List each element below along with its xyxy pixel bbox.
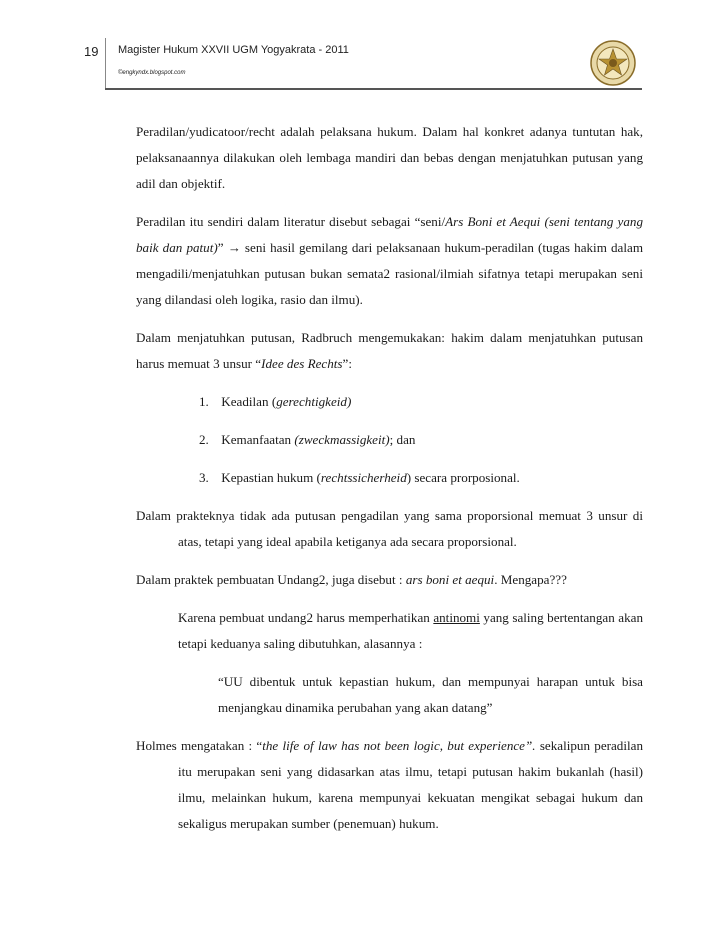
header-divider <box>105 88 642 90</box>
ugm-seal-icon <box>590 40 636 86</box>
paragraph-radbruch: Dalam menjatuhkan putusan, Radbruch mengemukakan: hakim dalam menjatuhkan putusan harus memuat 3 unsur “Idee des Rechts”: <box>136 330 643 371</box>
paragraph-praktek: Dalam prakteknya tidak ada putusan pengadilan yang sama proporsional memuat 3 unsur di atas, tetapi yang ideal apabila ketiganya ada secara proporsional. <box>136 508 643 549</box>
list-item: 1. Keadilan (gerechtigkeid) <box>199 394 352 409</box>
paragraph-holmes: Holmes mengatakan : “the life of law has not been logic, but experience”. sekalipun peradilan itu merupakan seni yang didasarkan atas ilmu, tetapi putusan hakim bukanlah (hasil) ilmu, melainkan hukum, karena mempunyai kekuatan mengikat sebagai hukum dan sekaligus merupakan sumber (penemuan) hukum. <box>136 738 643 831</box>
list-item: 3. Kepastian hukum (rechtssicherheid) secara prorposional. <box>199 470 520 485</box>
header-title: Magister Hukum XXVII UGM Yogyakrata - 2011 <box>118 44 349 56</box>
document-body <box>136 119 643 849</box>
header-subtitle: ©engkyndx.blogspot.com <box>118 70 186 76</box>
quote-uu: “UU dibentuk untuk kepastian hukum, dan mempunyai harapan untuk bisa menjangkau dinamika perubahan yang akan datang” <box>218 674 643 715</box>
paragraph-peradilan: Peradilan/yudicatoor/recht adalah pelaksana hukum. Dalam hal konkret adanya tuntutan hak, pelaksanaannya dilakukan oleh lembaga mandiri dan bebas dengan menjatuhkan putusan yang adil dan objektif. <box>136 124 643 191</box>
page-header <box>0 0 728 95</box>
paragraph-ars-boni: Peradilan itu sendiri dalam literatur disebut sebagai “seni/Ars Boni et Aequi (seni tentang yang baik dan patut)” → seni hasil gemilang dari pelaksanaan hukum-peradilan (tugas hakim dalam mengadili/menjatuhkan putusan bukan semata2 rasional/ilmiah sifatnya tetapi merupakan seni yang dilandasi oleh logika, rasio dan ilmu). <box>136 214 643 307</box>
header-vertical-rule <box>105 38 106 88</box>
paragraph-antinomi: Karena pembuat undang2 harus memperhatikan antinomi yang saling bertentangan akan tetapi keduanya saling dibutuhkan, alasannya : <box>178 610 643 651</box>
list-item: 2. Kemanfaatan (zweckmassigkeit); dan <box>199 432 416 447</box>
paragraph-undang: Dalam praktek pembuatan Undang2, juga disebut : ars boni et aequi. Mengapa??? <box>136 572 567 587</box>
arrow-right-icon: → <box>227 240 241 255</box>
page-number: 19 <box>84 44 99 59</box>
